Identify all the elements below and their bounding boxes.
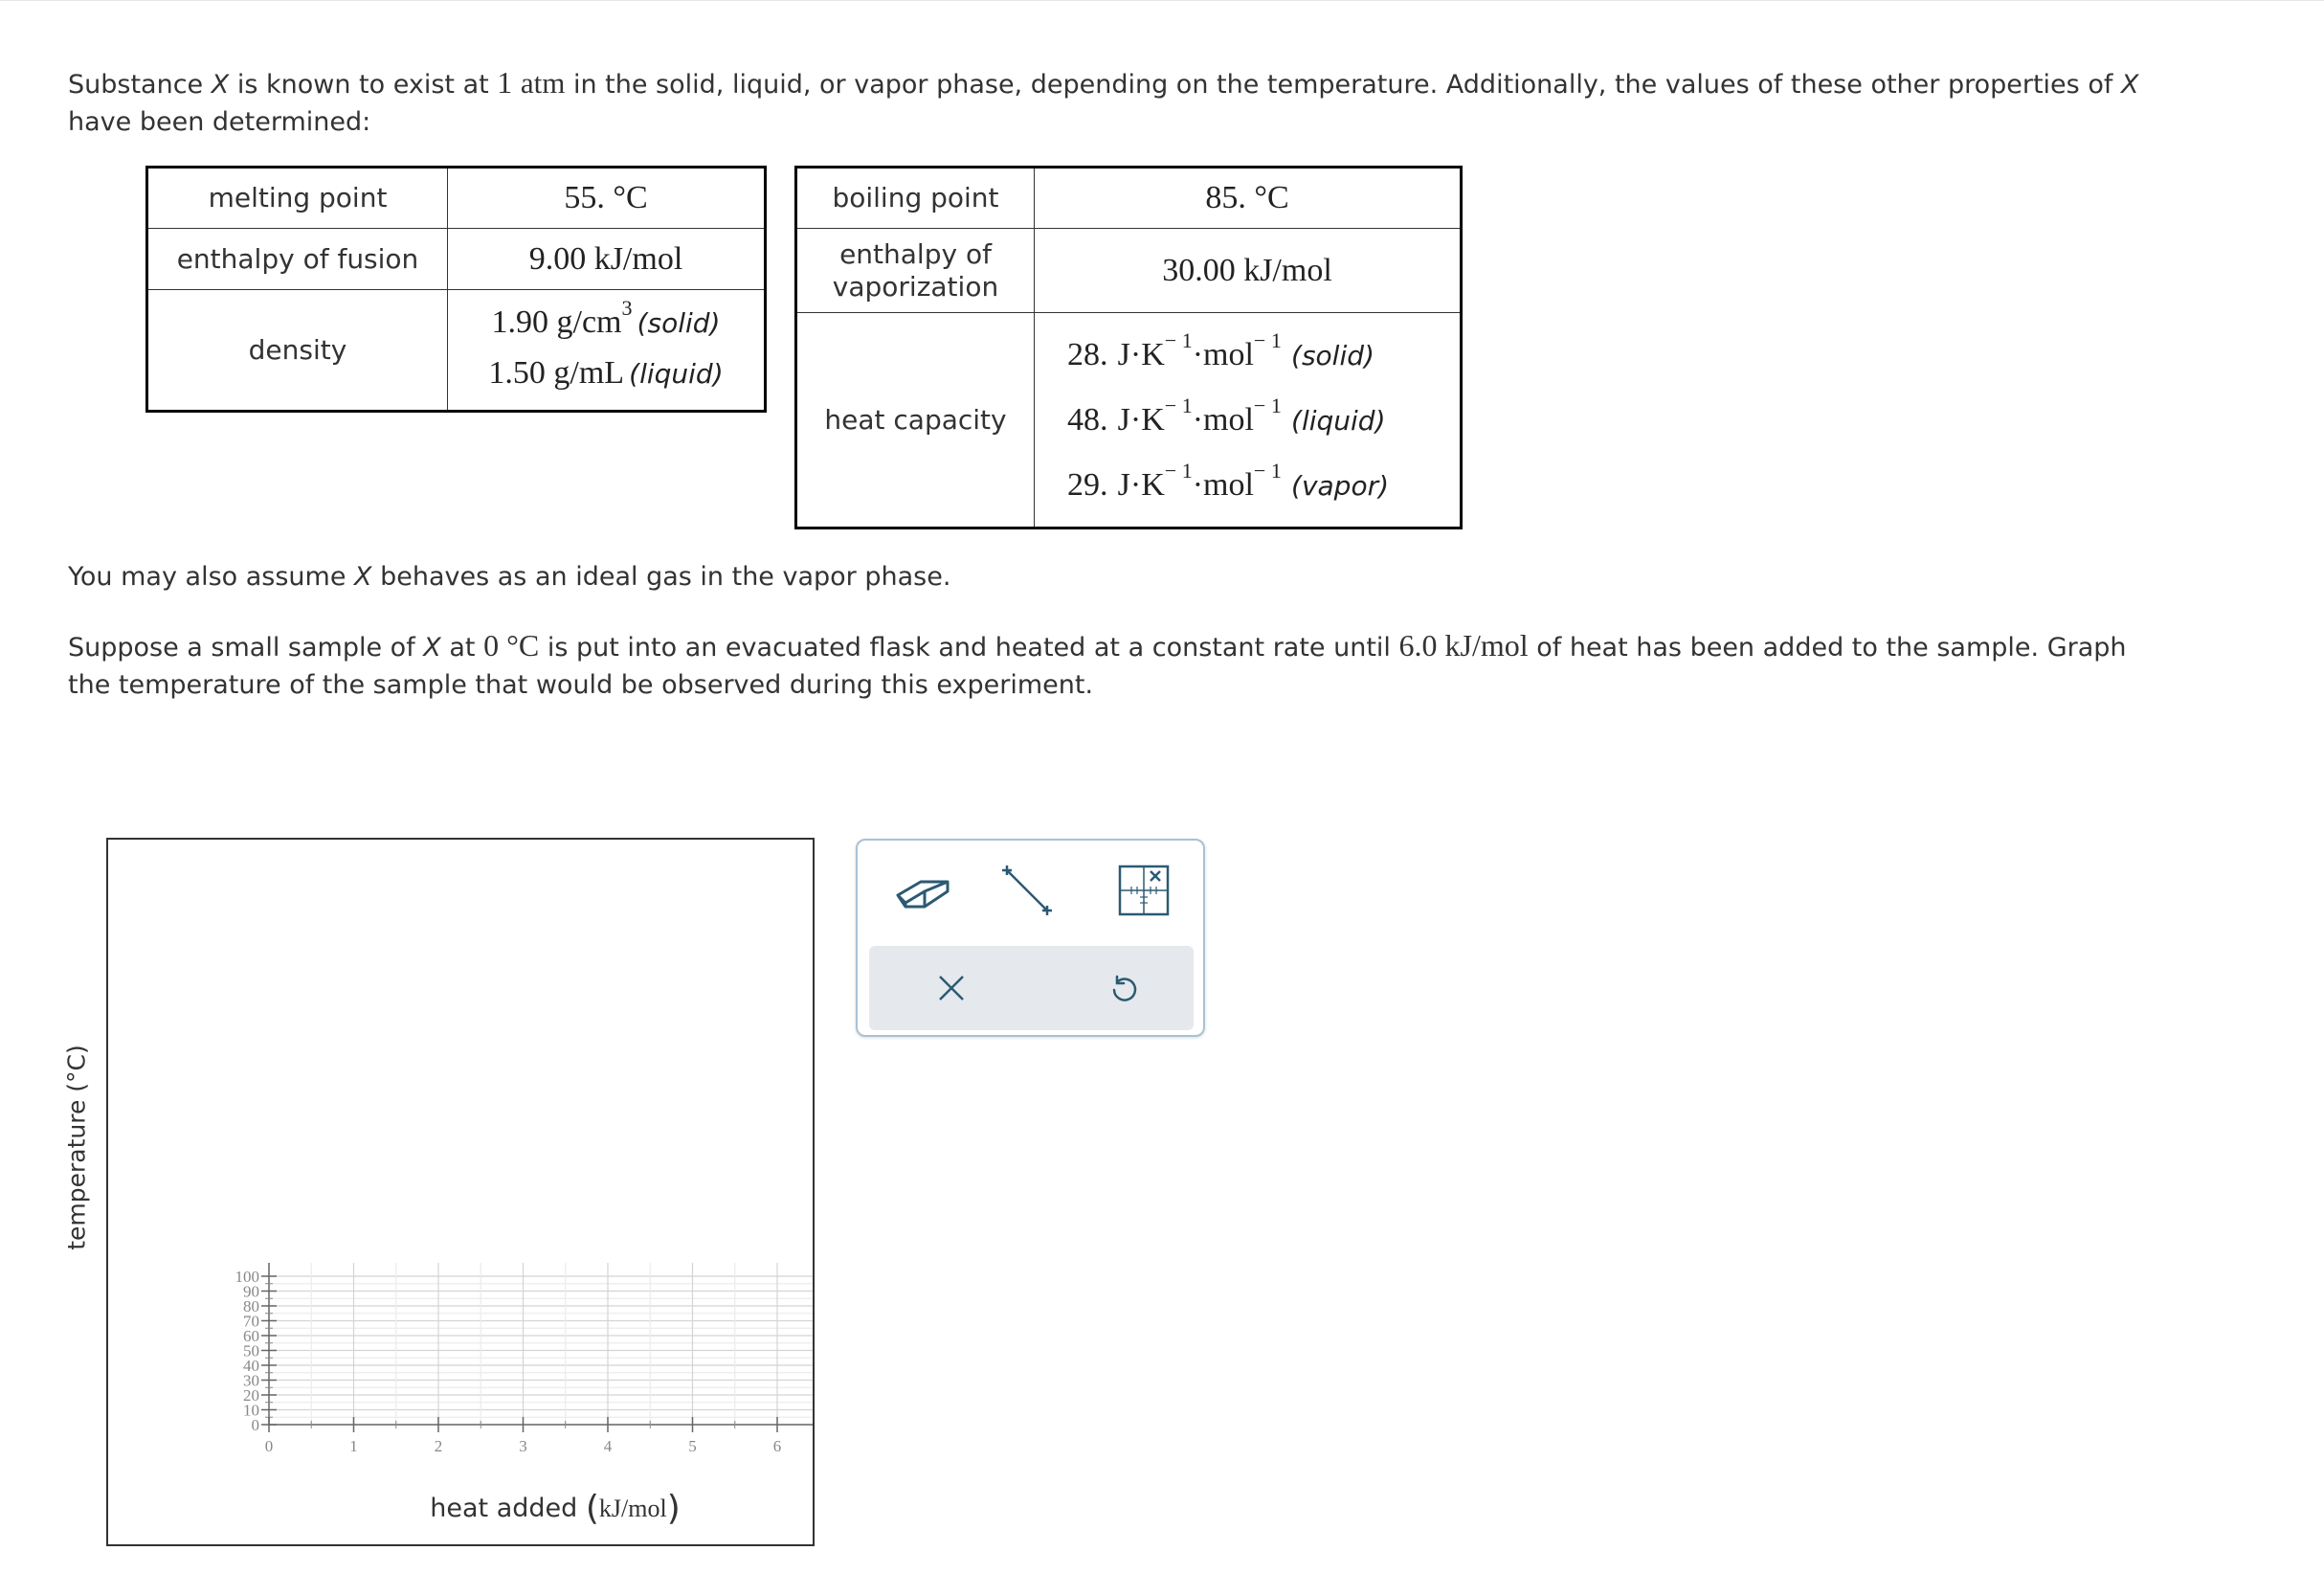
- enthalpy-vaporization-label: enthalpy of vaporization: [796, 229, 1035, 313]
- eraser-icon[interactable]: [892, 865, 953, 912]
- properties-table-right: [794, 166, 1463, 529]
- enthalpy-fusion-label: enthalpy of fusion: [147, 229, 448, 290]
- intro-line-1: Substance X is known to exist at 1 atm in the solid, liquid, or vapor phase, depending on the temperature. Additionally, the values of these other properties of X: [68, 65, 2139, 100]
- question-line-2: the temperature of the sample that would be observed during this experiment.: [68, 670, 1094, 700]
- grid-crosshair-icon[interactable]: [1118, 865, 1170, 916]
- heat-capacity-values: [1035, 313, 1462, 528]
- x-tick-label: 3: [519, 1437, 527, 1455]
- y-tick-label: 80: [243, 1297, 259, 1315]
- heat-capacity-label: heat capacity: [796, 313, 1035, 528]
- graph-area[interactable]: [106, 838, 815, 1546]
- density-solid-value: 1.90 g/cm: [491, 303, 622, 340]
- undo-icon[interactable]: [1108, 973, 1141, 1005]
- intro-line-2: have been determined:: [68, 107, 371, 137]
- properties-table-left: [145, 166, 767, 413]
- clear-button[interactable]: [936, 973, 967, 1003]
- graph-canvas[interactable]: [108, 840, 813, 1544]
- heat-capacity-solid: 28. $J\cdot K^{- 1}\cdot mol^{- 1}$ (solid): [1067, 327, 1374, 372]
- y-tick-label: 70: [243, 1312, 259, 1331]
- density-values: 1.90 $g/cm^3$ (solid) 1.50 g/mL (liquid): [448, 290, 766, 412]
- x-axis-label: heat added (kJ/mol): [430, 1489, 681, 1528]
- boiling-point-value: 85. °C: [1035, 168, 1462, 229]
- enthalpy-fusion-value: 9.00 kJ/mol: [448, 229, 766, 290]
- x-tick-label: 4: [603, 1437, 613, 1455]
- top-divider: [0, 0, 2324, 1]
- y-tick-label: 40: [243, 1357, 259, 1375]
- question-line-1: Suppose a small sample of X at 0 °C is put into an evacuated flask and heated at a constant rate until 6.0 kJ/mol of heat has been added to the sample. Graph: [68, 628, 2127, 663]
- line-segment-icon[interactable]: [999, 863, 1055, 918]
- density-label: density: [147, 290, 448, 412]
- action-bar: [869, 946, 1194, 1030]
- y-tick-label: 20: [243, 1386, 259, 1405]
- x-tick-label: 1: [349, 1437, 358, 1455]
- y-tick-label: 10: [243, 1401, 259, 1420]
- y-tick-label: 100: [235, 1268, 259, 1286]
- heat-capacity-liquid: 48. $J\cdot K^{- 1}\cdot mol^{- 1}$ (liquid): [1067, 393, 1386, 438]
- enthalpy-vaporization-value: 30.00 kJ/mol: [1035, 229, 1462, 313]
- melting-point-label: melting point: [147, 168, 448, 229]
- y-tick-label: 90: [243, 1282, 259, 1301]
- y-tick-label: 0: [251, 1416, 259, 1434]
- x-tick-label: 2: [434, 1437, 443, 1455]
- ideal-gas-note: You may also assume X behaves as an ideal gas in the vapor phase.: [68, 562, 951, 592]
- x-tick-label: 6: [772, 1437, 782, 1455]
- drawing-tools-panel: [856, 839, 1205, 1037]
- y-axis-label: temperature (°C): [62, 1045, 91, 1250]
- y-tick-label: 30: [243, 1371, 259, 1390]
- x-tick-label: 0: [264, 1437, 274, 1455]
- density-liquid-value: 1.50 g/mL: [488, 354, 625, 391]
- heat-capacity-vapor: 29. $J\cdot K^{- 1}\cdot mol^{- 1}$ (vapor): [1067, 458, 1390, 503]
- y-tick-label: 60: [243, 1327, 259, 1345]
- y-tick-label: 50: [243, 1341, 259, 1360]
- x-tick-label: 5: [688, 1437, 697, 1455]
- boiling-point-label: boiling point: [796, 168, 1035, 229]
- melting-point-value: 55. °C: [448, 168, 766, 229]
